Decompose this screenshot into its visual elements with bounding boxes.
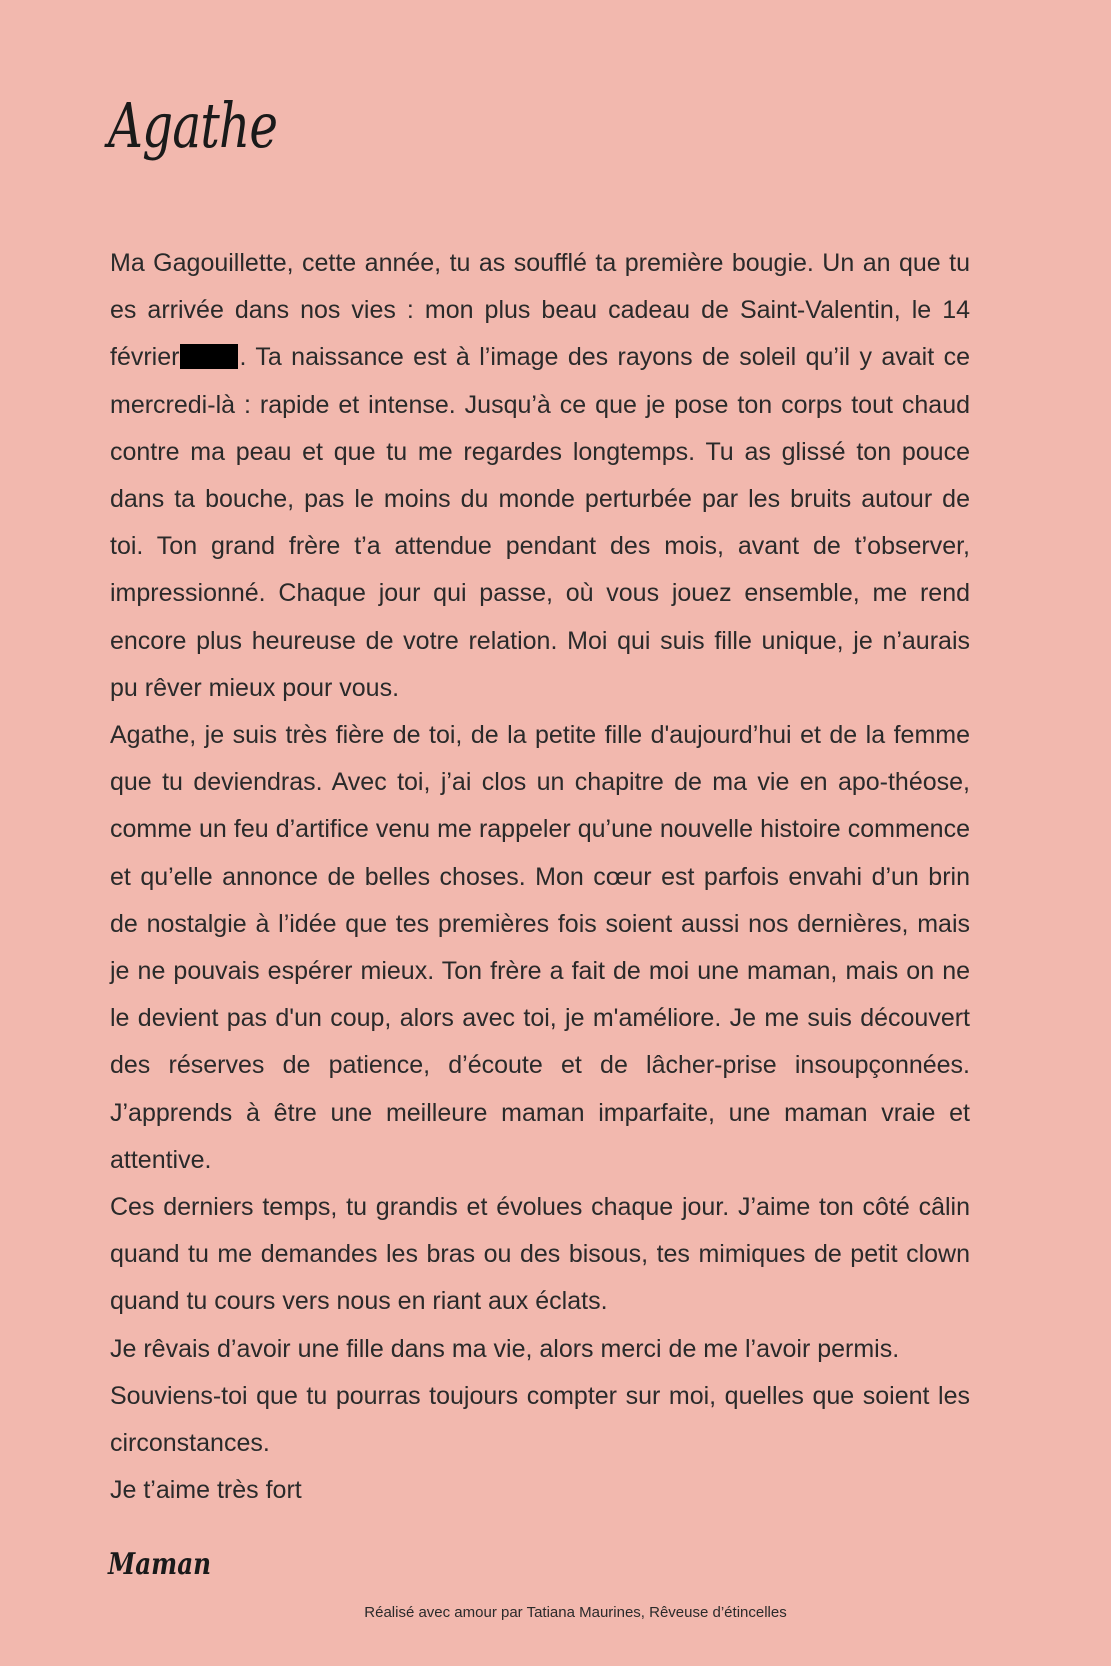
letter-title: Agathe bbox=[108, 89, 278, 162]
footer-credit bbox=[0, 1604, 1111, 1621]
paragraph-1 bbox=[110, 240, 970, 712]
paragraph-4: Je rêvais d’avoir une fille dans ma vie, alors merci de me l’avoir permis. bbox=[110, 1334, 900, 1363]
letter-body bbox=[110, 240, 970, 1514]
redaction-box bbox=[180, 344, 238, 369]
signature: Maman bbox=[108, 1547, 212, 1582]
paragraph-6: Je t’aime très fort bbox=[110, 1476, 302, 1505]
paragraph-1-part-1: Ma Gagouillette, cette année, tu as soufflé ta première bougie. Un an que tu es arrivée dans nos vies : mon plus beau cadeau de Saint-Valentin, le 14 février bbox=[110, 249, 970, 372]
paragraph-3: Ces derniers temps, tu grandis et évolues chaque jour. J’aime ton côté câlin quand tu me demandes les bras ou des bisous, tes mimiques de petit clown quand tu cours vers nous en riant aux éclats. bbox=[110, 1193, 970, 1316]
paragraph-2: Agathe, je suis très fière de toi, de la petite fille d'aujourd’hui et de la femme que tu deviendras. Avec toi, j’ai clos un chapitre de ma vie en apo-théose, comme un feu d’artifice venu me rappeler qu’une nouvelle histoire commence et qu’elle annonce de belles choses. Mon cœur est parfois envahi d’un brin de nostalgie à l’idée que tes premières fois soient aussi nos dernières, mais je ne pouvais espérer mieux. Ton frère a fait de moi une maman, mais on ne le devient pas d'un coup, alors avec toi, je m'améliore. Je me suis découvert des réserves de patience, d’écoute et de lâcher-prise insoupçonnées. J’apprends à être une meilleure maman imparfaite, une maman vraie et attentive. bbox=[110, 721, 970, 1174]
footer-credit-text: Réalisé avec amour par Tatiana Maurines, Rêveuse d’étincelles bbox=[364, 1604, 787, 1621]
paragraph-1-part-2: . Ta naissance est à l’image des rayons de soleil qu’il y avait ce mercredi-là : rapide et intense. Jusqu’à ce que je pose ton corps tout chaud contre ma peau et que tu me regardes longtemps. Tu as glissé ton pouce dans ta bouche, pas le moins du monde perturbée par les bruits autour de toi. Ton grand frère t’a attendue pendant des mois, avant de t’observer, impressionné. Chaque jour qui passe, où vous jouez ensemble, me rend encore plus heureuse de votre relation. Moi qui suis fille unique, je n’aurais pu rêver mieux pour vous. bbox=[110, 343, 970, 702]
paragraph-5: Souviens-toi que tu pourras toujours compter sur moi, quelles que soient les circonstances. bbox=[110, 1381, 970, 1458]
